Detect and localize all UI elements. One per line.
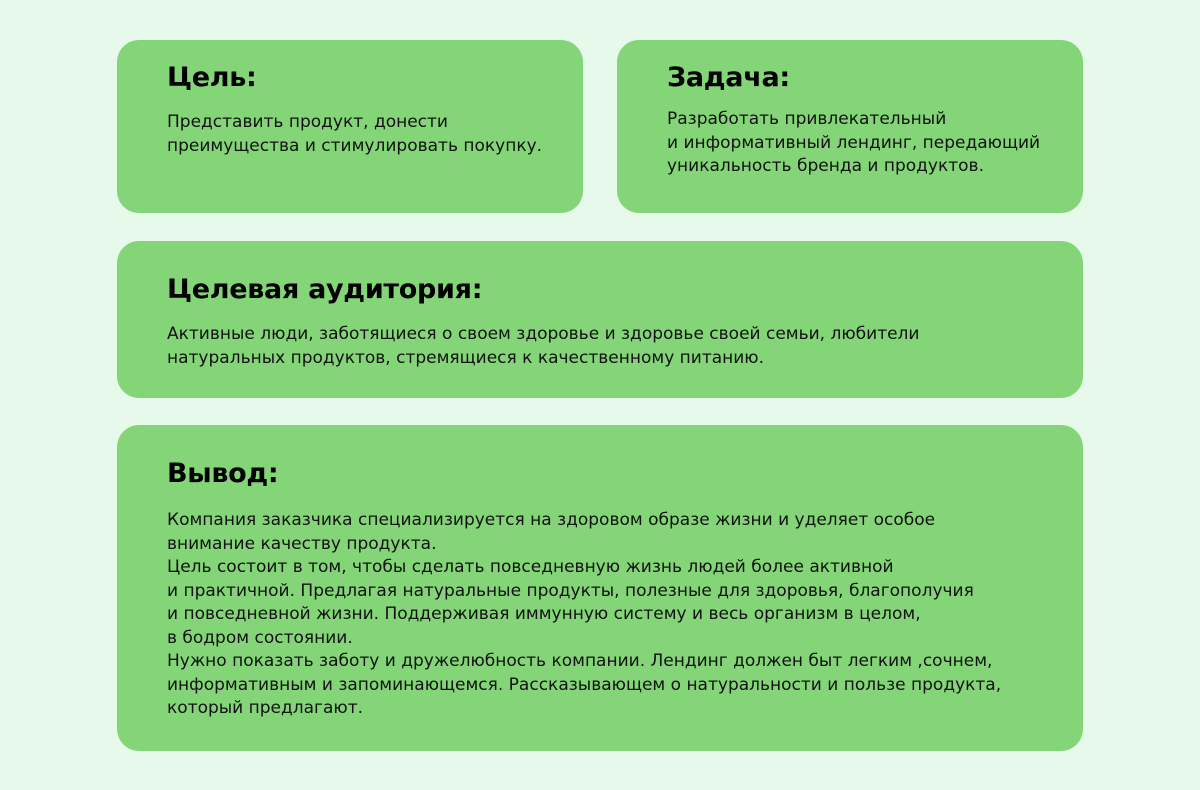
conclusion-text-line: внимание качеству продукта. (167, 533, 437, 554)
conclusion-text-line: Компания заказчика специализируется на здоровом образе жизни и уделяет особое (167, 510, 936, 530)
conclusion-title: Вывод: (167, 458, 279, 489)
task-text-line: уникальность бренда и продуктов. (667, 156, 984, 176)
conclusion-text-line: который предлагают. (167, 698, 364, 718)
audience-title: Целевая аудитория: (167, 274, 483, 305)
conclusion-text-line: Нужно показать заботу и дружелюбность компании. Лендинг должен быт легким ,сочнем, (167, 651, 993, 671)
task-text (667, 108, 1040, 179)
goal-card (117, 40, 583, 213)
conclusion-text (167, 509, 1001, 721)
conclusion-text-line: и практичной. Предлагая натуральные продукты, полезные для здоровья, благополучия (167, 580, 974, 601)
conclusion-card (117, 425, 1083, 751)
task-title: Задача: (667, 62, 790, 93)
task-text-line: Разработать привлекательный (667, 109, 947, 129)
conclusion-text-line: информативным и запоминающемся. Рассказывающем о натуральности и пользе продукта, (167, 674, 1002, 695)
audience-text (167, 323, 919, 370)
goal-text-line: Представить продукт, донести (167, 112, 448, 132)
goal-title: Цель: (167, 62, 257, 93)
audience-text-line: натуральных продуктов, стремящиеся к качественному питанию. (167, 347, 765, 368)
goal-text-line: преимущества и стимулировать покупку. (167, 135, 543, 156)
audience-text-line: Активные люди, заботящиеся о своем здоровье и здоровье своей семьи, любители (167, 324, 920, 344)
conclusion-text-line: и повседневной жизни. Поддерживая иммунную систему и весь организм в целом, (167, 604, 921, 624)
conclusion-text-line: Цель состоит в том, чтобы сделать повседневную жизнь людей более активной (167, 557, 894, 577)
audience-card (117, 241, 1083, 398)
goal-text (167, 111, 542, 158)
task-card (617, 40, 1083, 213)
conclusion-text-line: в бодром состоянии. (167, 627, 353, 648)
task-text-line: и информативный лендинг, передающий (667, 132, 1041, 153)
